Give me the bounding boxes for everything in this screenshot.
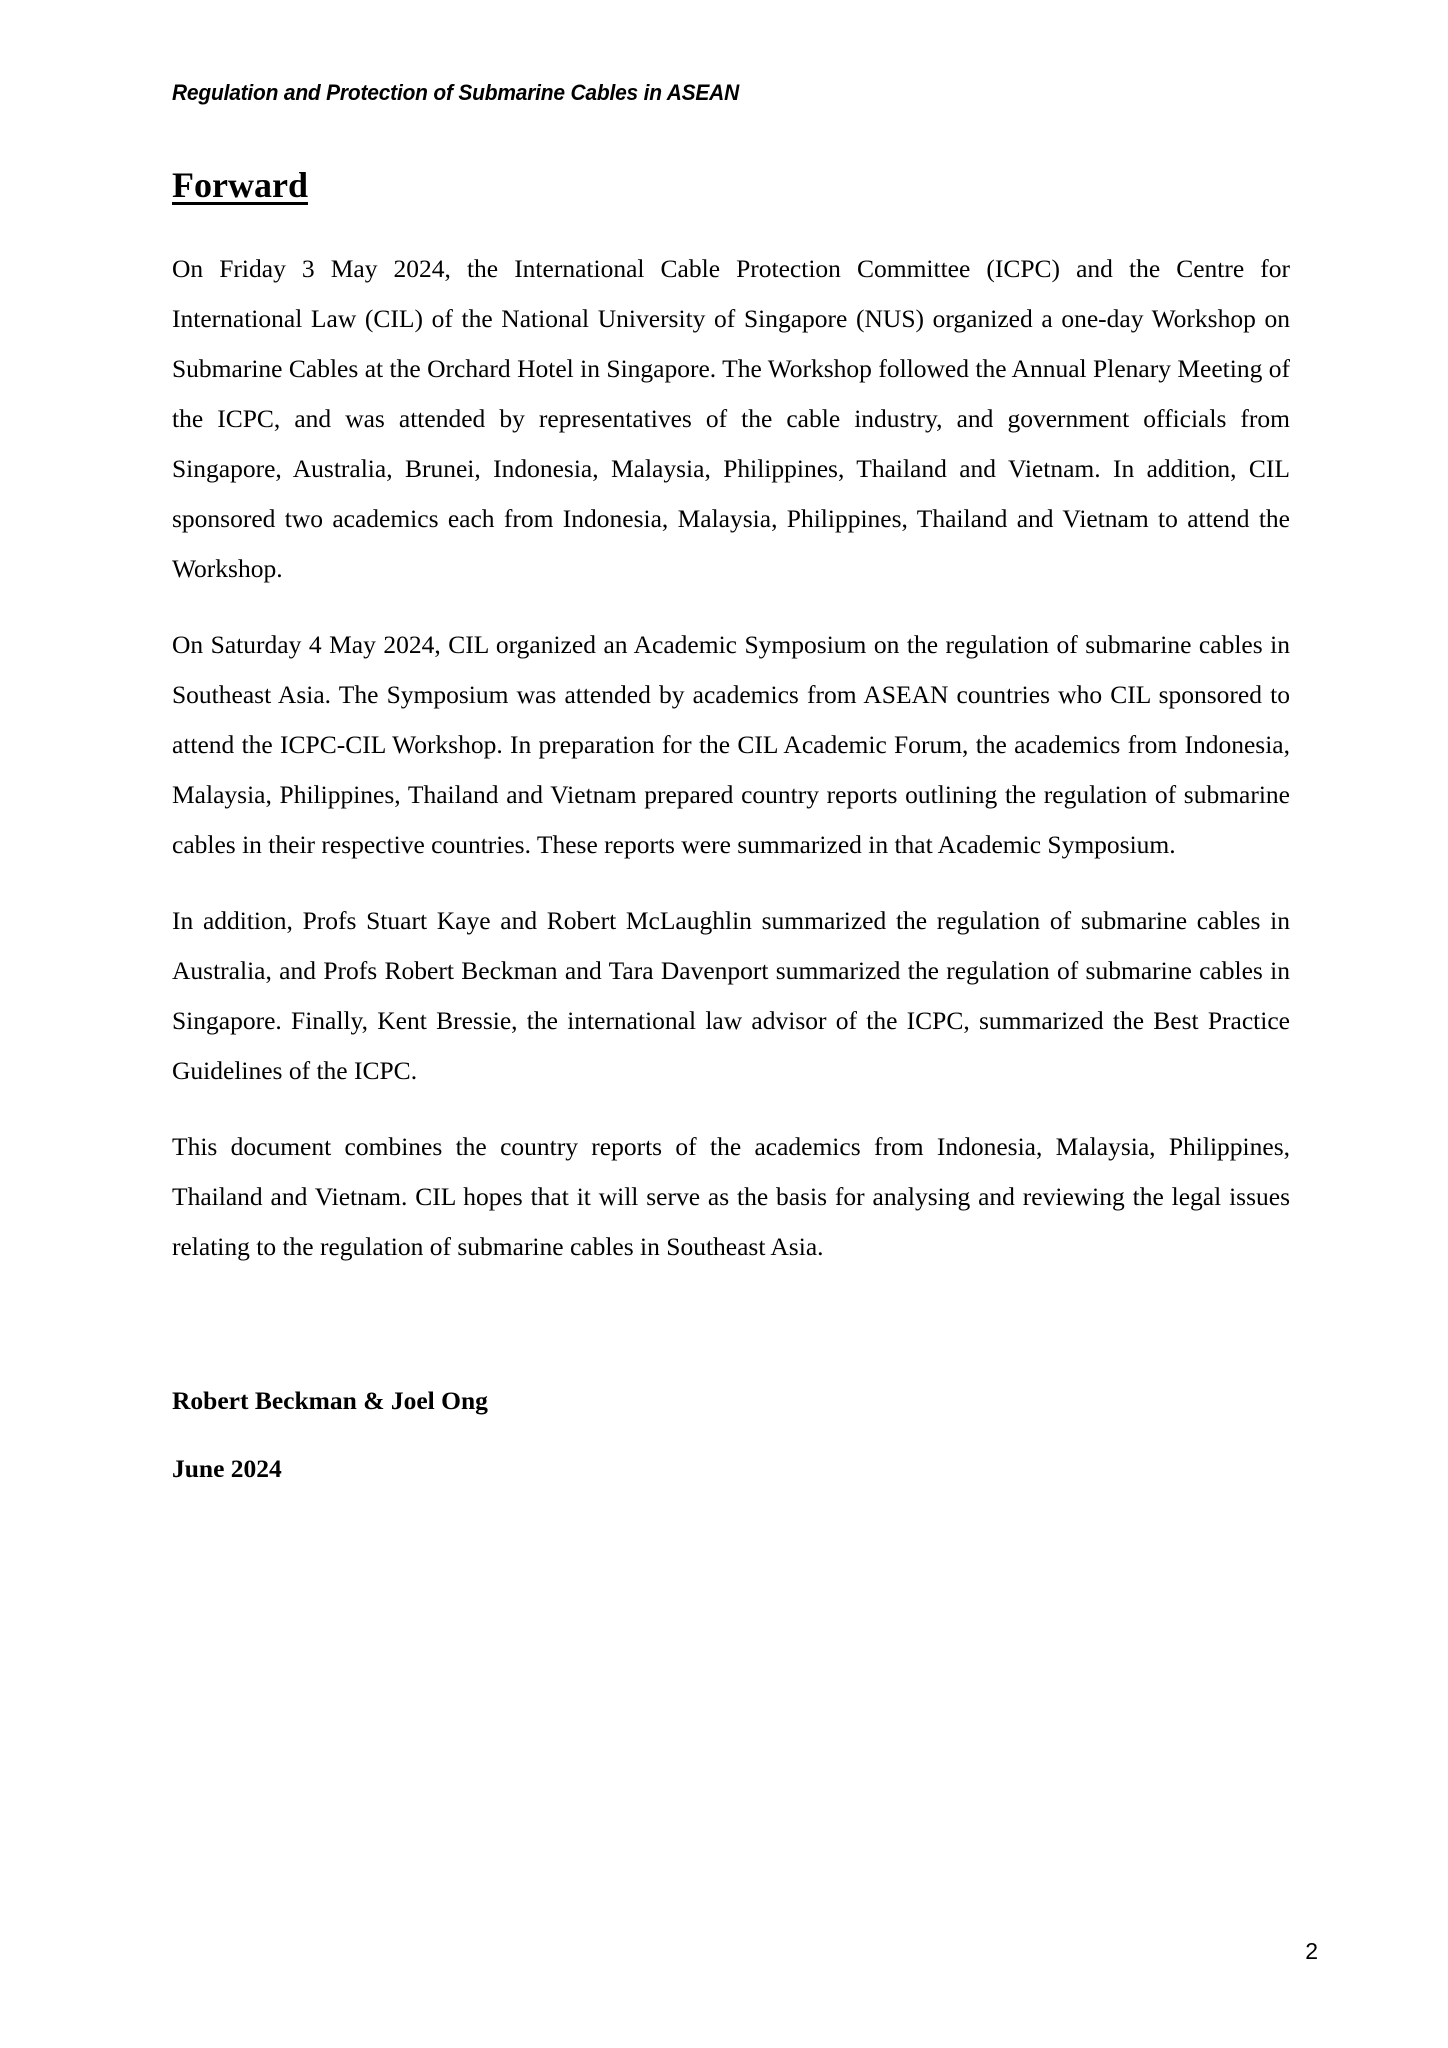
page-number: 2: [1305, 1938, 1318, 1964]
page-content: [172, 165, 1290, 1512]
signature-date: June 2024: [172, 1454, 282, 1484]
running-header: Regulation and Protection of Submarine Cables in ASEAN: [172, 80, 740, 105]
paragraph-2: On Saturday 4 May 2024, CIL organized an Academic Symposium on the regulation of submarine cables in Southeast Asia. The Symposium was attended by academics from ASEAN countries who CIL sponsored to attend the ICPC-CIL Workshop. In preparation for the CIL Academic Forum, the academics from Indonesia, Malaysia, Philippines, Thailand and Vietnam prepared country reports outlining the regulation of submarine cables in their respective countries. These reports were summarized in that Academic Symposium.: [172, 630, 1290, 860]
paragraph-3: In addition, Profs Stuart Kaye and Robert McLaughlin summarized the regulation of submarine cables in Australia, and Profs Robert Beckman and Tara Davenport summarized the regulation of submarine cables in Singapore. Finally, Kent Bressie, the international law advisor of the ICPC, summarized the Best Practice Guidelines of the ICPC.: [172, 906, 1290, 1086]
signature-block: [172, 1376, 1290, 1494]
paragraph-1: On Friday 3 May 2024, the International Cable Protection Committee (ICPC) and the Centre for International Law (CIL) of the National University of Singapore (NUS) organized a one-day Workshop on Submarine Cables at the Orchard Hotel in Singapore. The Workshop followed the Annual Plenary Meeting of the ICPC, and was attended by representatives of the cable industry, and government officials from Singapore, Australia, Brunei, Indonesia, Malaysia, Philippines, Thailand and Vietnam. In addition, CIL sponsored two academics each from Indonesia, Malaysia, Philippines, Thailand and Vietnam to attend the Workshop.: [172, 254, 1290, 584]
page-title: Forward: [172, 165, 308, 205]
paragraph-4: This document combines the country reports of the academics from Indonesia, Malaysia, Philippines, Thailand and Vietnam. CIL hopes that it will serve as the basis for analysing and reviewing the legal issues relating to the regulation of submarine cables in Southeast Asia.: [172, 1132, 1290, 1262]
section-heading-wrap: [172, 165, 1290, 244]
signature-authors: Robert Beckman & Joel Ong: [172, 1386, 488, 1416]
